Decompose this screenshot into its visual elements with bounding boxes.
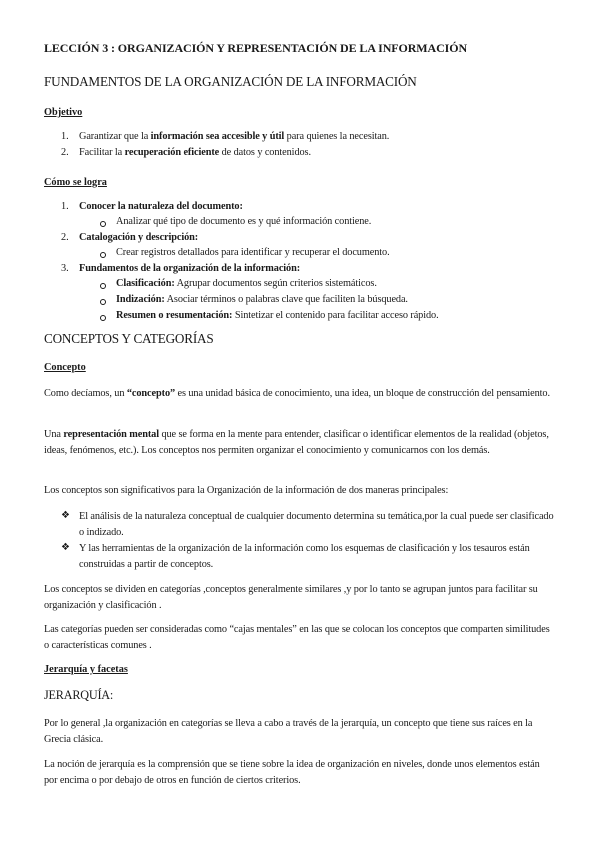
subheading-objetivo: Objetivo <box>44 107 83 118</box>
paragraph: Por lo general ,la organización en categorías se lleva a cabo a través de la jerarquía, un concepto que tiene sus raíces en la Grecia clásica. <box>44 718 533 745</box>
section-heading-conceptos: CONCEPTOS Y CATEGORÍAS <box>44 331 214 346</box>
subheading-jerarquia-facetas: Jerarquía y facetas <box>44 664 128 675</box>
section-heading-fundamentos: FUNDAMENTOS DE LA ORGANIZACIÓN DE LA INFORMACIÓN <box>44 74 417 89</box>
lesson-title: LECCIÓN 3 : ORGANIZACIÓN Y REPRESENTACIÓN DE LA INFORMACIÓN <box>44 41 468 55</box>
sub-list-item: Resumen o resumentación: Sintetizar el contenido para facilitar acceso rápido. <box>116 310 439 321</box>
list-number: 2. <box>61 232 69 243</box>
circle-bullet-icon <box>100 221 106 227</box>
list-number: 2. <box>61 147 69 158</box>
diamond-bullet-icon: ❖ <box>61 542 70 553</box>
subheading-concepto: Concepto <box>44 362 86 373</box>
list-item: Catalogación y descripción: <box>79 232 199 243</box>
paragraph: Como decíamos, un “concepto” es una unidad básica de conocimiento, una idea, un bloque de construcción del pensamiento. <box>44 388 550 399</box>
sub-list-item: Clasificación: Agrupar documentos según criterios sistemáticos. <box>116 278 377 289</box>
paragraph: Una representación mental que se forma en la mente para entender, clasificar o identificar elementos de la realidad (objetos, ideas, fenómenos, etc.). Los conceptos nos permiten organizar el conocimiento y comunicarnos con los demás. <box>44 429 549 456</box>
subheading-como-se-logra: Cómo se logra <box>44 177 107 188</box>
circle-bullet-icon <box>100 299 106 305</box>
sub-list-item: Indización: Asociar términos o palabras clave que faciliten la búsqueda. <box>116 294 408 305</box>
paragraph: Los conceptos son significativos para la Organización de la información de dos maneras principales: <box>44 485 449 496</box>
diamond-bullet-icon: ❖ <box>61 510 70 521</box>
list-item: Fundamentos de la organización de la información: <box>79 263 301 274</box>
list-number: 1. <box>61 131 69 142</box>
paragraph: Las categorías pueden ser consideradas como “cajas mentales” en las que se colocan los conceptos que comparten similitudes o características comunes . <box>44 624 550 651</box>
sub-list-item: Analizar qué tipo de documento es y qué información contiene. <box>116 216 372 227</box>
list-number: 1. <box>61 201 69 212</box>
bullet-item: El análisis de la naturaleza conceptual de cualquier documento determina su temática,por la cual puede ser clasificado o indizado. <box>79 511 554 538</box>
list-item: Facilitar la recuperación eficiente de datos y contenidos. <box>79 147 311 158</box>
paragraph: La noción de jerarquía es la comprensión que se tiene sobre la idea de organización en niveles, donde unos elementos están por encima o por debajo de otros en función de ciertos criterios. <box>44 759 540 786</box>
circle-bullet-icon <box>100 283 106 289</box>
list-item: Conocer la naturaleza del documento: <box>79 201 243 212</box>
sub-list-item: Crear registros detallados para identificar y recuperar el documento. <box>116 247 390 258</box>
list-item: Garantizar que la información sea accesible y útil para quienes la necesitan. <box>79 131 390 142</box>
jerarquia-label: JERARQUÍA: <box>44 688 114 702</box>
circle-bullet-icon <box>100 252 106 258</box>
bullet-item: Y las herramientas de la organización de la información como los esquemas de clasificación y los tesauros están construidas a partir de conceptos. <box>79 543 530 570</box>
paragraph: Los conceptos se dividen en categorías ,conceptos generalmente similares ,y por lo tanto se agrupan juntos para facilitar su organización y clasificación . <box>44 584 538 611</box>
list-number: 3. <box>61 263 69 274</box>
circle-bullet-icon <box>100 315 106 321</box>
